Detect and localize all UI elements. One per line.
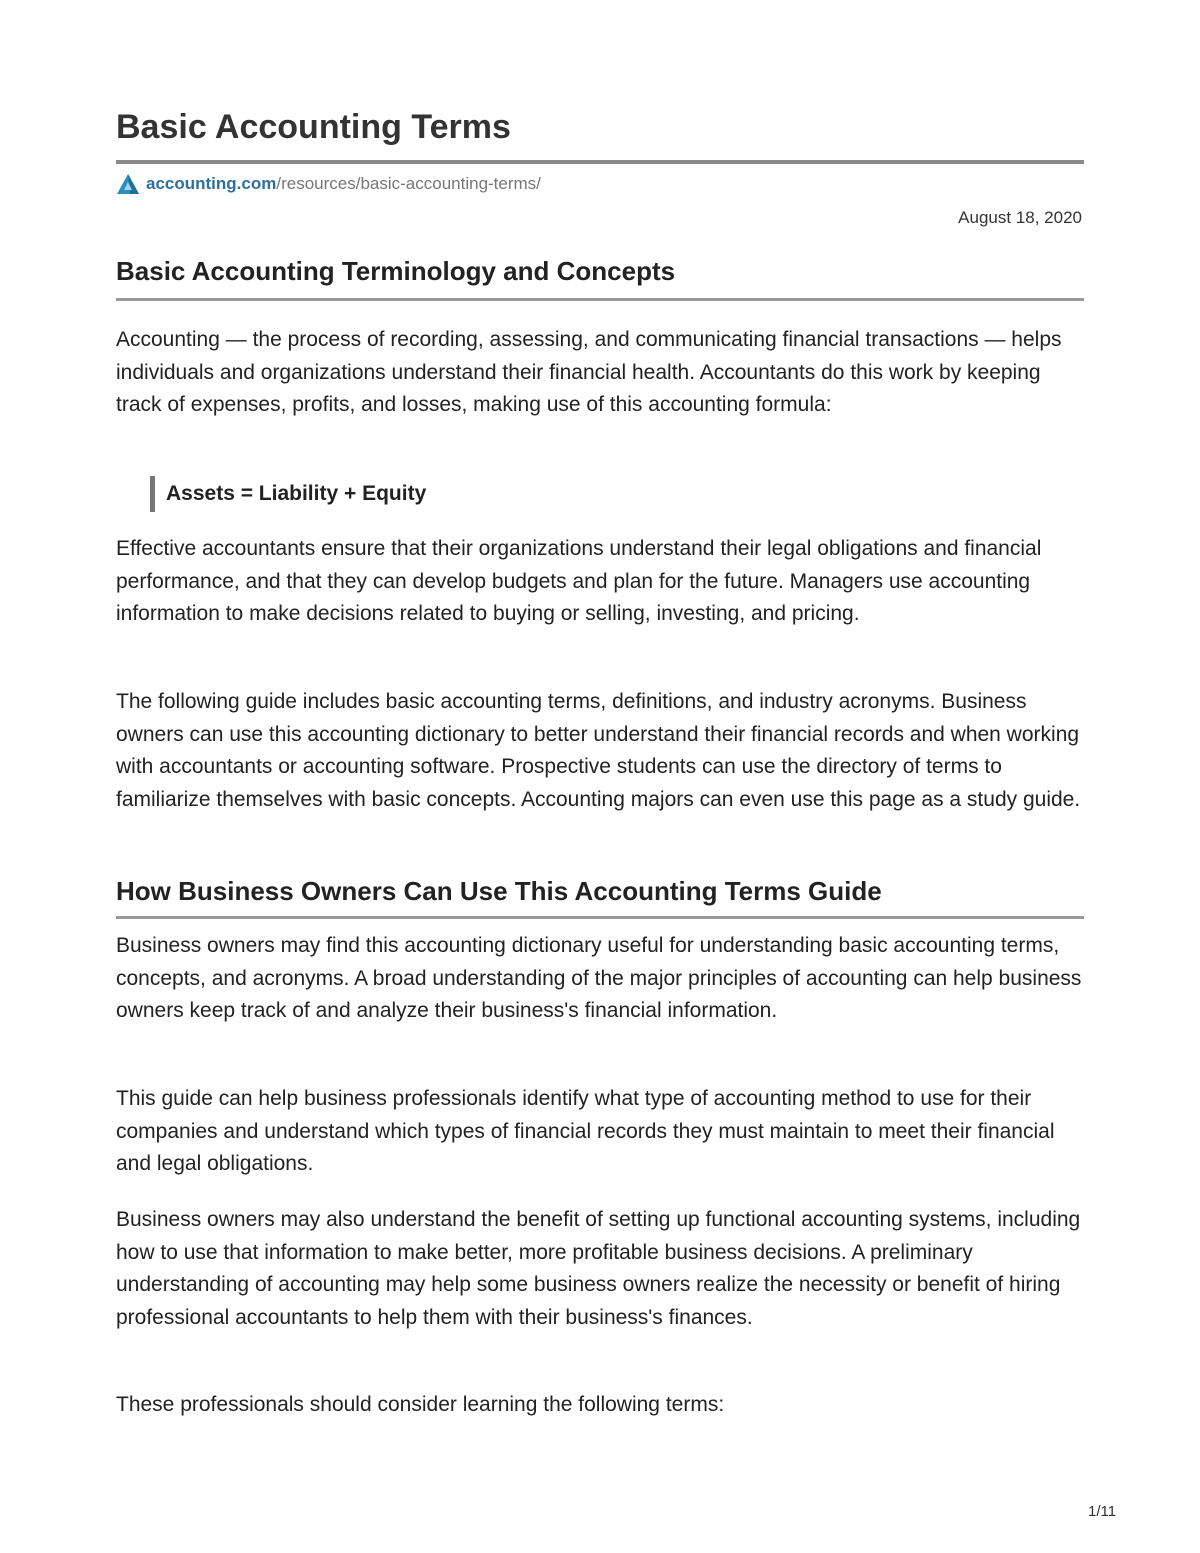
section-heading: Basic Accounting Terminology and Concepts [116,256,676,286]
source-path-link[interactable]: /resources/basic-accounting-terms/ [276,174,541,193]
formula-text: Assets = Liability + Equity [166,482,427,505]
paragraph: Business owners may also understand the benefit of setting up functional accounting systems, including how to use that information to make better, more profitable business decisions. A preliminary understanding of accounting may help some business owners realize the necessity or benefit of hiring professional accountants to help them with their business's finances. [116,1208,1081,1329]
formula-blockquote [150,476,426,512]
paragraph: Business owners may find this accounting dictionary useful for understanding basic accounting terms, concepts, and acronyms. A broad understanding of the major principles of accounting can help business owners keep track of and analyze their business's financial information. [116,934,1082,1022]
paragraph: The following guide includes basic accounting terms, definitions, and industry acronyms. Business owners can use this accounting dictionary to better understand their financial records and when working with accountants or accounting software. Prospective students can use the directory of terms to familiarize themselves with basic concepts. Accounting majors can even use this page as a study guide. [116,690,1081,811]
paragraph: Accounting — the process of recording, assessing, and communicating financial transactions — helps individuals and organizations understand their financial health. Accountants do this work by keeping track of expenses, profits, and losses, making use of this accounting formula: [116,328,1062,416]
section-divider [116,298,1084,301]
accounting-logo-icon [116,173,140,195]
source-domain-link[interactable]: accounting.com [146,174,277,193]
paragraph: Effective accountants ensure that their organizations understand their legal obligations and financial performance, and that they can develop budgets and plan for the future. Managers use accounting information to make decisions related to buying or selling, investing, and pricing. [116,537,1042,625]
page-title: Basic Accounting Terms [116,108,511,146]
paragraph: These professionals should consider learning the following terms: [116,1393,725,1416]
page-number: 1/11 [1088,1503,1117,1520]
section-divider [116,916,1084,919]
section-heading: How Business Owners Can Use This Accounting Terms Guide [116,876,882,906]
source-url[interactable] [116,172,541,196]
paragraph: This guide can help business professionals identify what type of accounting method to use for their companies and understand which types of financial records they must maintain to meet their financial and legal obligations. [116,1087,1055,1175]
publish-date: August 18, 2020 [958,208,1082,227]
title-divider [116,160,1084,164]
